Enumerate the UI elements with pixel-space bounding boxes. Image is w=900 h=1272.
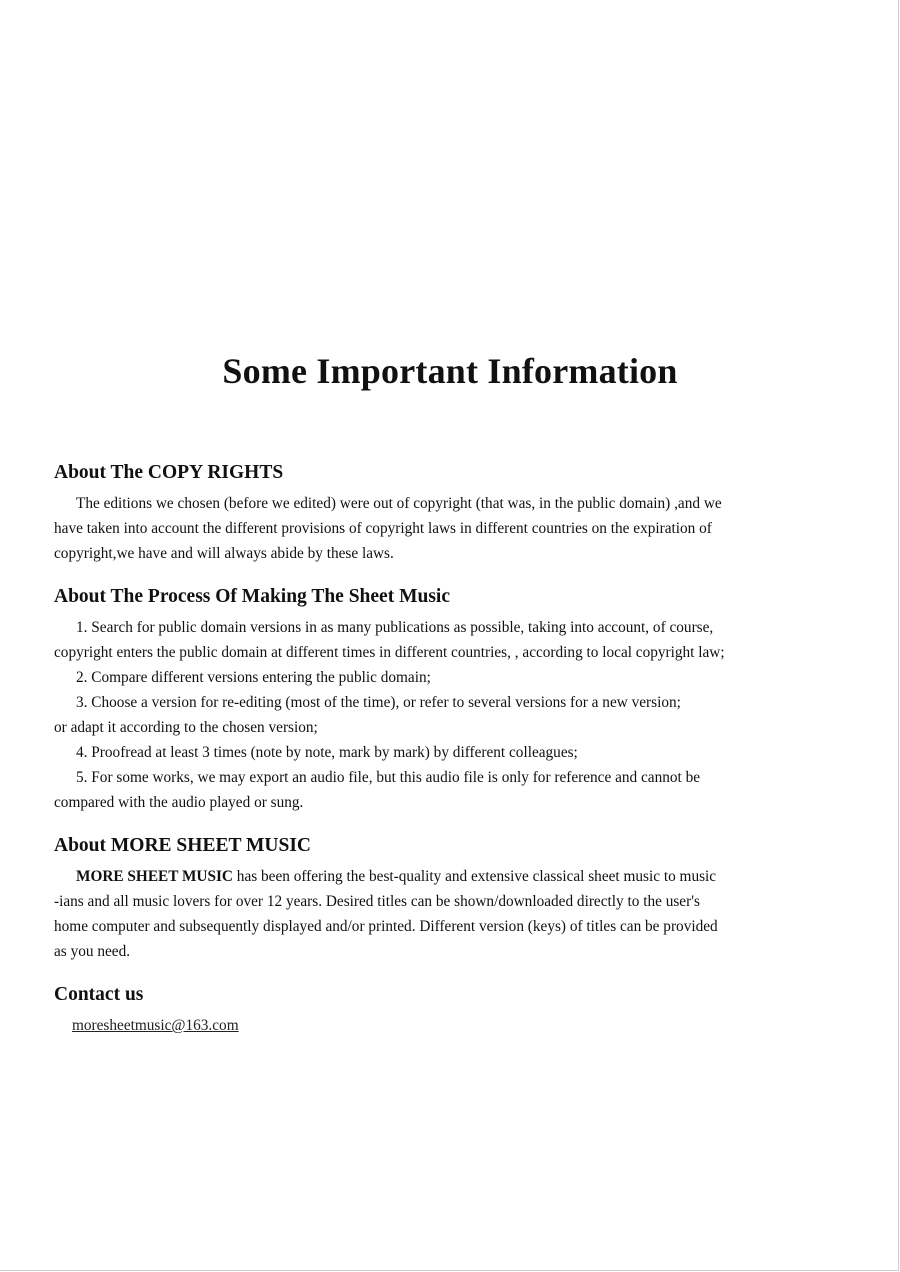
about-first-line-rest: has been offering the best-quality and extensive classical sheet music to music — [232, 868, 717, 885]
process-line: 3. Choose a version for re-editing (most of the time), or refer to several versions for a new version; — [76, 694, 681, 711]
about-line: -ians and all music lovers for over 12 years. Desired titles can be shown/downloaded directly to the user's — [54, 893, 700, 910]
process-section — [54, 584, 854, 815]
page-title: Some Important Information — [222, 351, 678, 391]
copyright-line: have taken into account the different provisions of copyright laws in different countries on the expiration of — [54, 520, 712, 537]
brand-name: MORE SHEET MUSIC — [76, 868, 233, 885]
process-line: 2. Compare different versions entering the public domain; — [76, 669, 431, 686]
copyright-line: copyright,we have and will always abide by these laws. — [54, 545, 394, 562]
copyright-line: The editions we chosen (before we edited) were out of copyright (that was, in the public domain) ,and we — [76, 495, 722, 512]
about-section — [54, 833, 854, 964]
process-line: compared with the audio played or sung. — [54, 794, 304, 811]
process-line: 4. Proofread at least 3 times (note by note, mark by mark) by different colleagues; — [76, 744, 578, 761]
process-line: 5. For some works, we may export an audio file, but this audio file is only for reference and cannot be — [76, 769, 701, 786]
about-heading: About MORE SHEET MUSIC — [54, 835, 311, 856]
process-line: copyright enters the public domain at different times in different countries, , according to local copyright law; — [54, 644, 725, 661]
copyright-section — [54, 460, 854, 566]
copyright-heading: About The COPY RIGHTS — [54, 462, 284, 483]
contact-email-link[interactable]: moresheetmusic@163.com — [72, 1017, 239, 1034]
info-content — [54, 460, 854, 1056]
about-line: home computer and subsequently displayed and/or printed. Different version (keys) of titles can be provided — [54, 918, 718, 935]
about-line: as you need. — [54, 943, 131, 960]
process-heading: About The Process Of Making The Sheet Music — [54, 586, 450, 607]
process-line: or adapt it according to the chosen version; — [54, 719, 318, 736]
process-line: 1. Search for public domain versions in as many publications as possible, taking into account, of course, — [76, 619, 714, 636]
contact-section — [54, 982, 854, 1038]
contact-heading: Contact us — [54, 984, 144, 1005]
about-line — [54, 864, 854, 889]
